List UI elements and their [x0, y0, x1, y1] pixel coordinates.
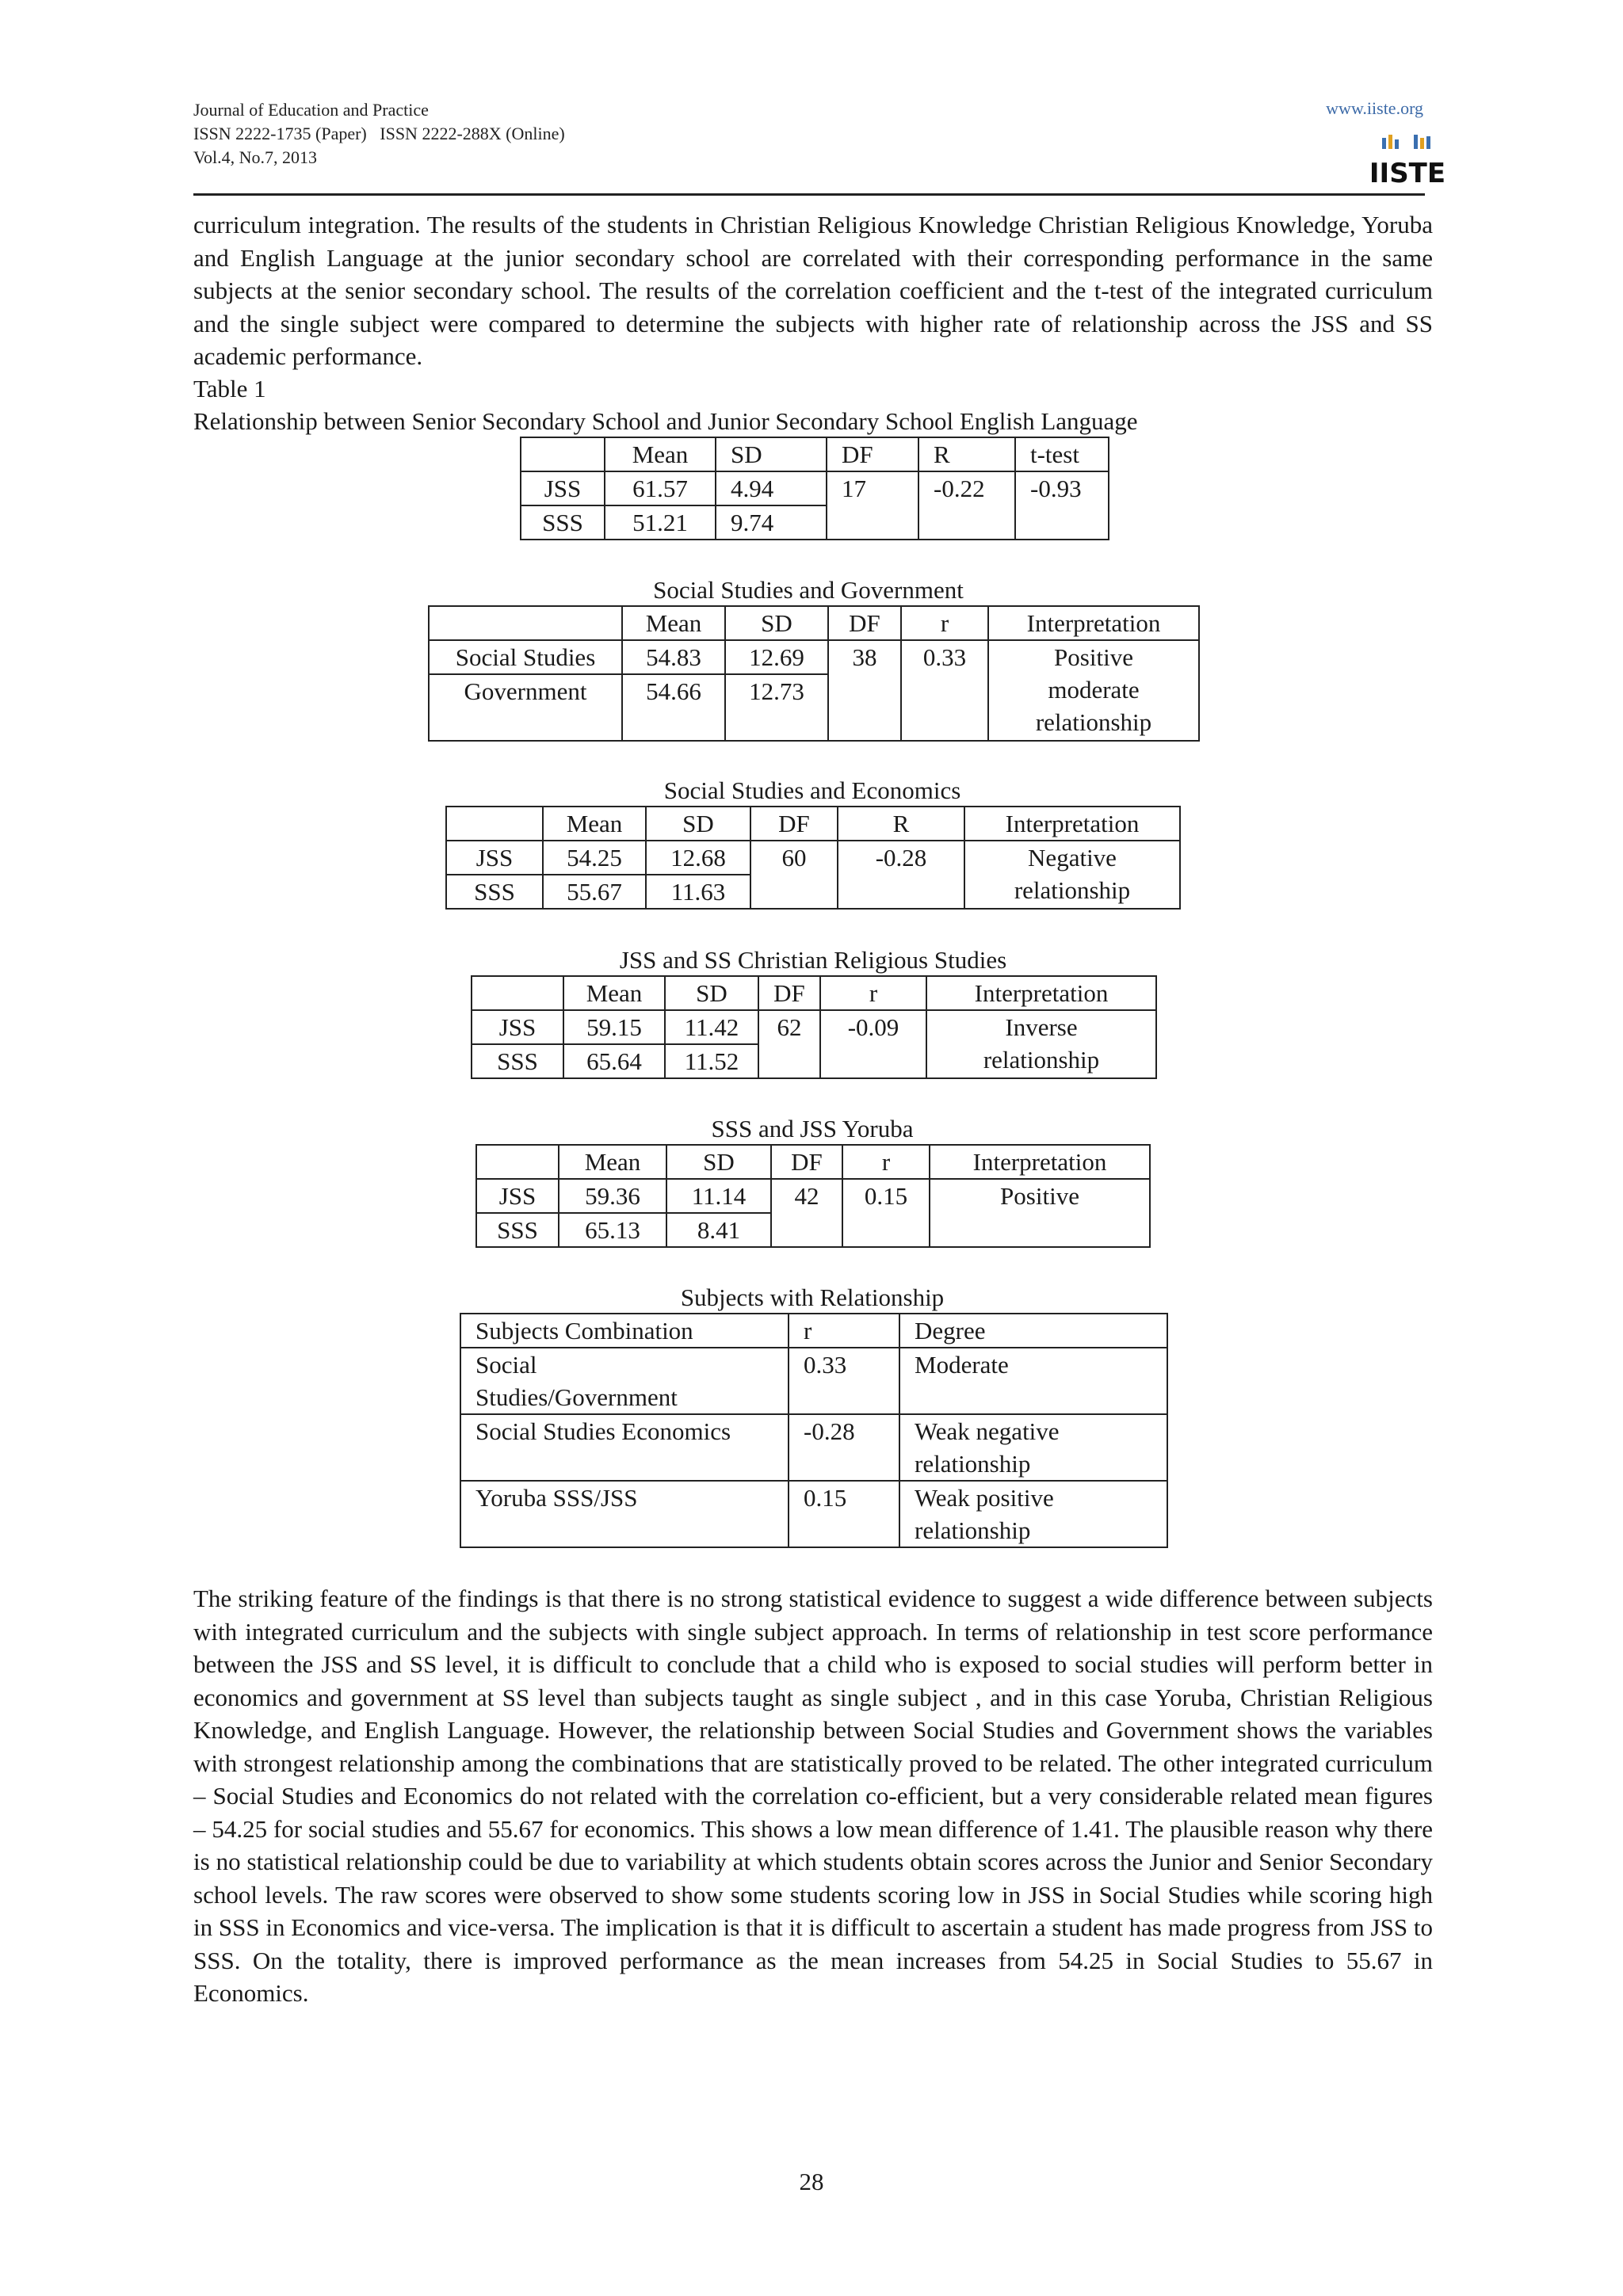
- table5-caption: SSS and JSS Yoruba: [711, 1115, 914, 1142]
- mean-cell: 61.57: [605, 471, 716, 505]
- row-label: JSS: [476, 1179, 559, 1213]
- table6-caption: Subjects with Relationship: [680, 1283, 945, 1311]
- degree-cell: Weak negative relationship: [899, 1414, 1167, 1481]
- table-header-cell: DF: [827, 437, 918, 471]
- df-cell: 42: [771, 1179, 842, 1247]
- iiste-logo: [1369, 133, 1446, 189]
- journal-url-link[interactable]: www.iiste.org: [1326, 98, 1423, 118]
- table-header-cell: [429, 606, 622, 640]
- row-label: JSS: [521, 471, 605, 505]
- combination-cell: Yoruba SSS/JSS: [460, 1481, 789, 1547]
- table-header-cell: Subjects Combination: [460, 1314, 789, 1348]
- table-header-cell: DF: [750, 807, 838, 841]
- table2-caption: Social Studies and Government: [653, 576, 964, 604]
- table-header-cell: [476, 1145, 559, 1179]
- table-yoruba: [475, 1144, 1151, 1248]
- row-label: JSS: [472, 1010, 563, 1044]
- table-header-cell: Mean: [543, 807, 646, 841]
- sd-cell: 12.68: [646, 841, 750, 875]
- table-header-cell: SD: [646, 807, 750, 841]
- sd-cell: 12.73: [725, 674, 828, 741]
- r-cell: -0.28: [789, 1414, 899, 1481]
- table-social-studies-government: [428, 605, 1200, 742]
- row-label: SSS: [476, 1213, 559, 1247]
- journal-name: Journal of Education and Practice: [193, 100, 429, 120]
- mean-cell: 55.67: [543, 875, 646, 909]
- table-header-cell: SD: [666, 1145, 771, 1179]
- degree-cell: Weak positive relationship: [899, 1481, 1167, 1547]
- running-header: [193, 98, 565, 170]
- table-social-studies-economics: [445, 806, 1181, 910]
- table-header-cell: [521, 437, 605, 471]
- intro-paragraph: curriculum integration. The results of the students in Christian Religious Knowledge Christian Religious Knowledge, Yoruba and English Language at the junior secondary school are correlated with their corresponding performance in the same subjects at the senior secondary school. The results of the correlation coefficient and the t-test of the integrated curriculum and the single subject were compared to determine the subjects with higher rate of relationship across the JSS and SS academic performance.: [193, 211, 1433, 370]
- r-cell: 0.15: [789, 1481, 899, 1547]
- table3-caption: Social Studies and Economics: [663, 776, 961, 804]
- discussion-paragraph: The striking feature of the findings is that there is no strong statistical evidence to suggest a wide difference between subjects with integrated curriculum and the subjects with single subject approach. In terms of relationship in test score performance between the JSS and SS level, it is difficult to conclude that a child who is exposed to social studies will perform better in economics and government at SS level than subjects taught as single subject , and in this case Yoruba, Christian Religious Knowledge, and English Language. However, the relationship between Social Studies and Government shows the variables with strongest relationship among the combinations that are statistically proved to be related. The other integrated curriculum – Social Studies and Economics do not related with the correlation co-efficient, but a very considerable related mean figures – 54.25 for social studies and 55.67 for economics. This shows a low mean difference of 1.41. The plausible reason why there is no statistical relationship could be due to variability at which students obtain scores across the Junior and Senior Secondary school levels. The raw scores were observed to show some students scoring low in JSS in Social Studies while scoring high in SSS in Economics and vice-versa. The implication is that it is difficult to ascertain a student has made progress from JSS to SSS. On the totality, there is improved performance as the mean increases from 54.25 in Social Studies to 55.67 in Economics.: [193, 1585, 1433, 2007]
- table-header-cell: SD: [725, 606, 828, 640]
- df-cell: 60: [750, 841, 838, 909]
- sd-cell: 9.74: [716, 505, 827, 540]
- table1-caption: Relationship between Senior Secondary School and Junior Secondary School English Language: [193, 407, 1138, 435]
- row-label: SSS: [446, 875, 543, 909]
- interpretation-cell: Inverse relationship: [926, 1010, 1156, 1078]
- table4-caption: JSS and SS Christian Religious Studies: [619, 946, 1007, 974]
- row-label: SSS: [472, 1044, 563, 1078]
- table1-label: Table 1: [193, 375, 266, 402]
- table-header-cell: Mean: [563, 976, 665, 1010]
- mean-cell: 54.25: [543, 841, 646, 875]
- table-header-cell: Mean: [622, 606, 725, 640]
- issn-line: ISSN 2222-1735 (Paper) ISSN 2222-288X (Online): [193, 124, 565, 143]
- mean-cell: 65.13: [559, 1213, 666, 1247]
- sd-cell: 11.52: [665, 1044, 758, 1078]
- mean-cell: 59.36: [559, 1179, 666, 1213]
- table-header-cell: R: [838, 807, 964, 841]
- sd-cell: 11.42: [665, 1010, 758, 1044]
- logo-text: IISTE: [1369, 158, 1446, 189]
- combination-cell: Social Studies Economics: [460, 1414, 789, 1481]
- row-label: JSS: [446, 841, 543, 875]
- sd-cell: 4.94: [716, 471, 827, 505]
- sd-cell: 12.69: [725, 640, 828, 674]
- combination-cell: Social Studies/Government: [460, 1348, 789, 1414]
- table-header-cell: Interpretation: [926, 976, 1156, 1010]
- mean-cell: 59.15: [563, 1010, 665, 1044]
- table-header-cell: SD: [665, 976, 758, 1010]
- table-header-cell: r: [789, 1314, 899, 1348]
- interpretation-cell: Positive moderate relationship: [988, 640, 1199, 741]
- sd-cell: 11.14: [666, 1179, 771, 1213]
- table-header-cell: DF: [758, 976, 820, 1010]
- degree-cell: Moderate: [899, 1348, 1167, 1414]
- volume-line: Vol.4, No.7, 2013: [193, 147, 318, 167]
- r-cell: -0.28: [838, 841, 964, 909]
- r-cell: -0.22: [918, 471, 1015, 540]
- table-subjects-with-relationship: [460, 1313, 1168, 1548]
- mean-cell: 51.21: [605, 505, 716, 540]
- table-header-cell: DF: [771, 1145, 842, 1179]
- table-header-cell: DF: [828, 606, 901, 640]
- df-cell: 62: [758, 1010, 820, 1078]
- sd-cell: 8.41: [666, 1213, 771, 1247]
- df-cell: 17: [827, 471, 918, 540]
- row-label: SSS: [521, 505, 605, 540]
- interpretation-cell: Positive: [930, 1179, 1150, 1247]
- table-header-cell: Interpretation: [964, 807, 1180, 841]
- table-header-cell: Mean: [559, 1145, 666, 1179]
- mean-cell: 65.64: [563, 1044, 665, 1078]
- header-rule: [193, 193, 1425, 196]
- table-header-cell: t-test: [1015, 437, 1109, 471]
- t-test-cell: -0.93: [1015, 471, 1109, 540]
- row-label: Social Studies: [429, 640, 622, 674]
- table-header-cell: r: [901, 606, 988, 640]
- df-cell: 38: [828, 640, 901, 741]
- mean-cell: 54.83: [622, 640, 725, 674]
- table-header-cell: r: [842, 1145, 930, 1179]
- table-header-cell: r: [820, 976, 926, 1010]
- table-english-language: [520, 437, 1109, 540]
- page-number: 28: [799, 2168, 824, 2195]
- table-header-cell: R: [918, 437, 1015, 471]
- table-header-cell: [472, 976, 563, 1010]
- table-header-cell: Interpretation: [930, 1145, 1150, 1179]
- row-label: Government: [429, 674, 622, 741]
- sd-cell: 11.63: [646, 875, 750, 909]
- r-cell: 0.33: [901, 640, 988, 741]
- r-cell: 0.33: [789, 1348, 899, 1414]
- table-header-cell: Interpretation: [988, 606, 1199, 640]
- interpretation-cell: Negative relationship: [964, 841, 1180, 909]
- table-header-cell: Degree: [899, 1314, 1167, 1348]
- table-header-cell: [446, 807, 543, 841]
- r-cell: -0.09: [820, 1010, 926, 1078]
- mean-cell: 54.66: [622, 674, 725, 741]
- table-header-cell: SD: [716, 437, 827, 471]
- r-cell: 0.15: [842, 1179, 930, 1247]
- table-christian-religious-studies: [471, 975, 1157, 1079]
- table-header-cell: Mean: [605, 437, 716, 471]
